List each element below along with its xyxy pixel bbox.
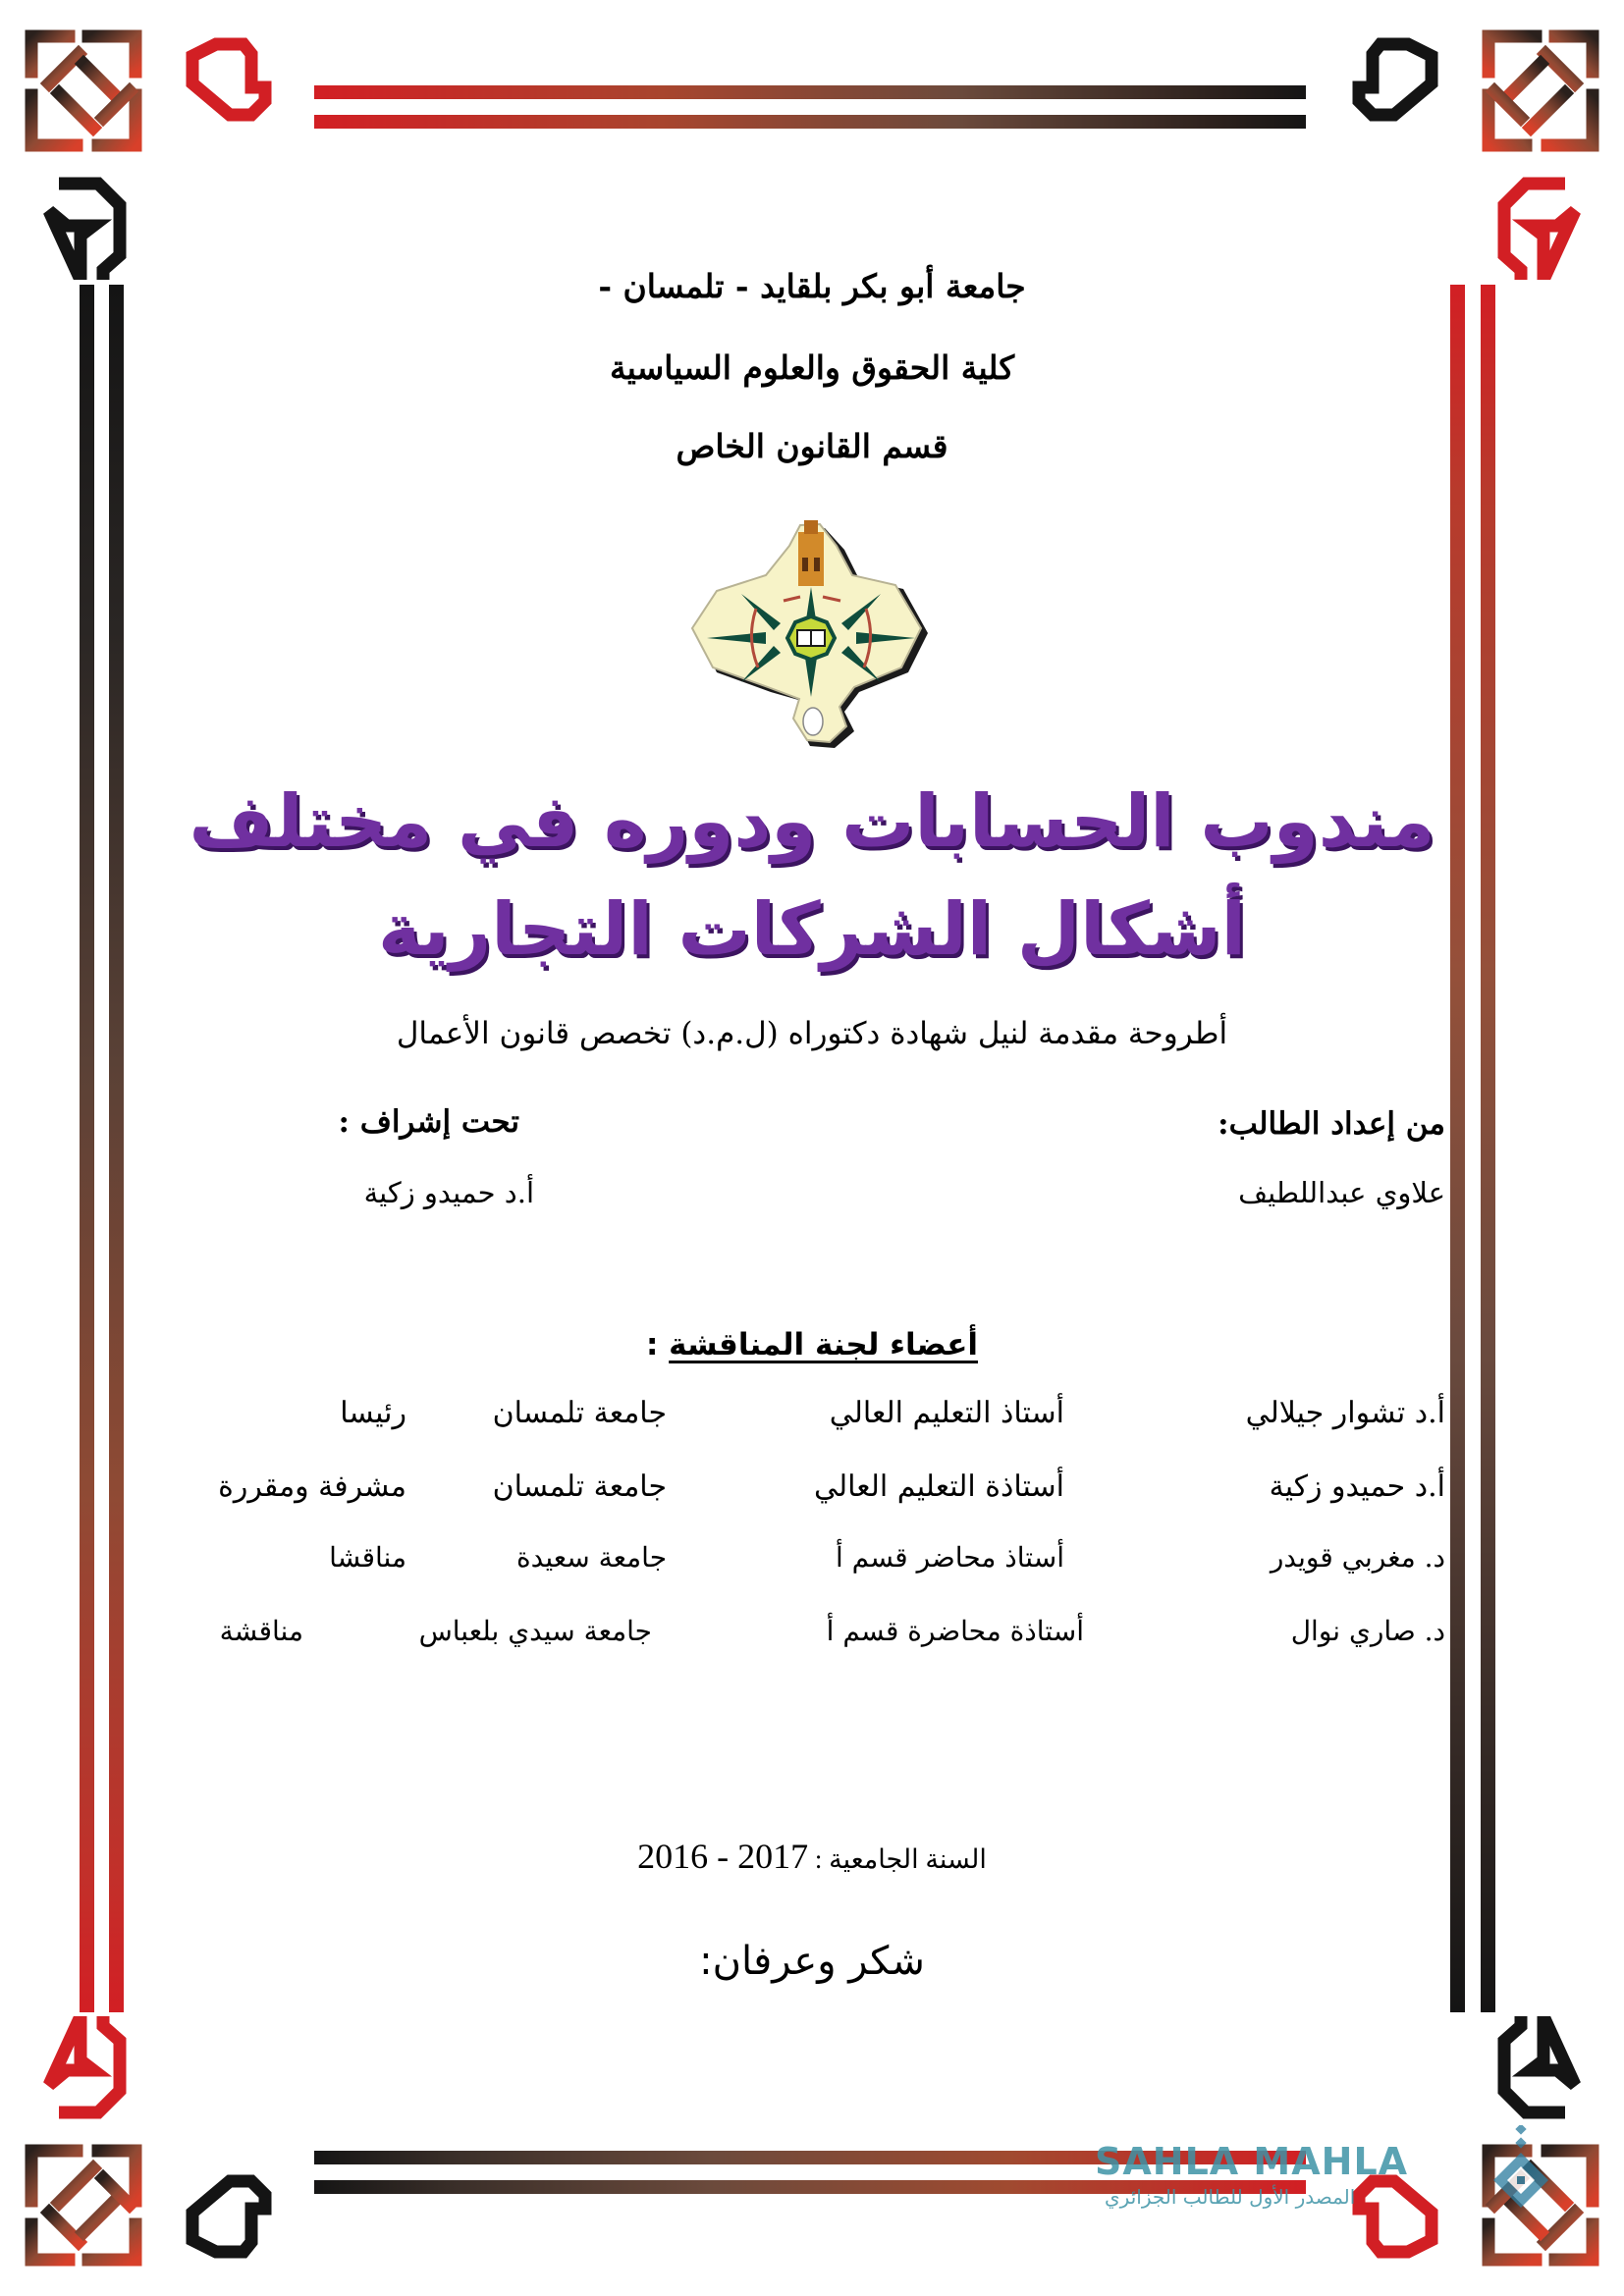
member-name: د. صاري نوال — [1290, 1615, 1445, 1647]
supervisor-name: أ.د حميدو زكية — [363, 1176, 534, 1209]
watermark-subtitle: المصدر الأول للطالب الجزائري — [1105, 2185, 1356, 2209]
border-left-rail — [80, 285, 94, 2012]
member-role: رئيسا — [340, 1396, 406, 1430]
committee-heading-text: أعضاء لجنة المناقشة — [669, 1327, 979, 1362]
member-role: مشرفة ومقررة — [218, 1469, 406, 1504]
watermark-title: SAHLA MAHLA — [1095, 2140, 1409, 2183]
thesis-title-line-2: أشكال الشركات التجارية — [377, 887, 1247, 972]
watermark — [1095, 2140, 1556, 2228]
student-label: من إعداد الطالب: — [1218, 1106, 1445, 1142]
committee-heading-colon: : — [645, 1327, 670, 1362]
academic-year-label: السنة الجامعية : — [808, 1844, 987, 1874]
member-name: د. مغربي قويدر — [1270, 1541, 1445, 1574]
member-name: أ.د تشوار جيلالي — [1245, 1396, 1445, 1430]
committee-row — [0, 1396, 1624, 1445]
member-role: مناقشة — [219, 1615, 303, 1647]
member-university: جامعة سعيدة — [515, 1541, 667, 1574]
border-right-rail — [1481, 285, 1495, 2012]
supervisor-label: تحت إشراف : — [338, 1104, 519, 1140]
border-top-rail — [314, 115, 1306, 129]
member-name: أ.د حميدو زكية — [1269, 1469, 1445, 1504]
corner-knot-icon — [20, 25, 275, 280]
member-rank: أستاذ محاضر قسم أ — [836, 1541, 1064, 1574]
department-name: قسم القانون الخاص — [676, 427, 948, 465]
faculty-name: كلية الحقوق والعلوم السياسية — [609, 348, 1015, 387]
member-rank: أستاذة محاضرة قسم أ — [826, 1615, 1084, 1647]
border-top-rail — [314, 85, 1306, 99]
member-university: جامعة تلمسان — [492, 1396, 667, 1430]
border-left-rail — [109, 285, 124, 2012]
member-university: جامعة سيدي بلعباس — [418, 1615, 652, 1647]
member-rank: أستاذ التعليم العالي — [829, 1396, 1064, 1430]
watermark-logo-icon — [1488, 2125, 1556, 2214]
member-university: جامعة تلمسان — [492, 1469, 667, 1504]
university-emblem-icon — [687, 510, 938, 751]
committee-row — [0, 1615, 1624, 1664]
member-rank: أستاذة التعليم العالي — [814, 1469, 1064, 1504]
committee-row — [0, 1541, 1624, 1590]
border-right-rail — [1450, 285, 1465, 2012]
committee-row — [0, 1469, 1624, 1519]
student-name: علاوي عبداللطيف — [1238, 1176, 1445, 1209]
academic-year — [0, 1836, 1624, 1877]
corner-knot-icon — [20, 2016, 275, 2271]
academic-year-value: 2016 - 2017 — [637, 1837, 809, 1876]
member-role: مناقشا — [329, 1541, 406, 1574]
committee-heading — [0, 1327, 1624, 1362]
thesis-title-line-1: مندوب الحسابات ودوره في مختلف — [189, 779, 1435, 864]
thesis-subtitle: أطروحة مقدمة لنيل شهادة دكتوراه (ل.م.د) تخصص قانون الأعمال — [396, 1016, 1228, 1051]
university-name: جامعة أبو بكر بلقايد - تلمسان - — [598, 267, 1026, 305]
corner-knot-icon — [1349, 25, 1604, 280]
acknowledgements-heading: شكر وعرفان: — [699, 1939, 925, 1984]
